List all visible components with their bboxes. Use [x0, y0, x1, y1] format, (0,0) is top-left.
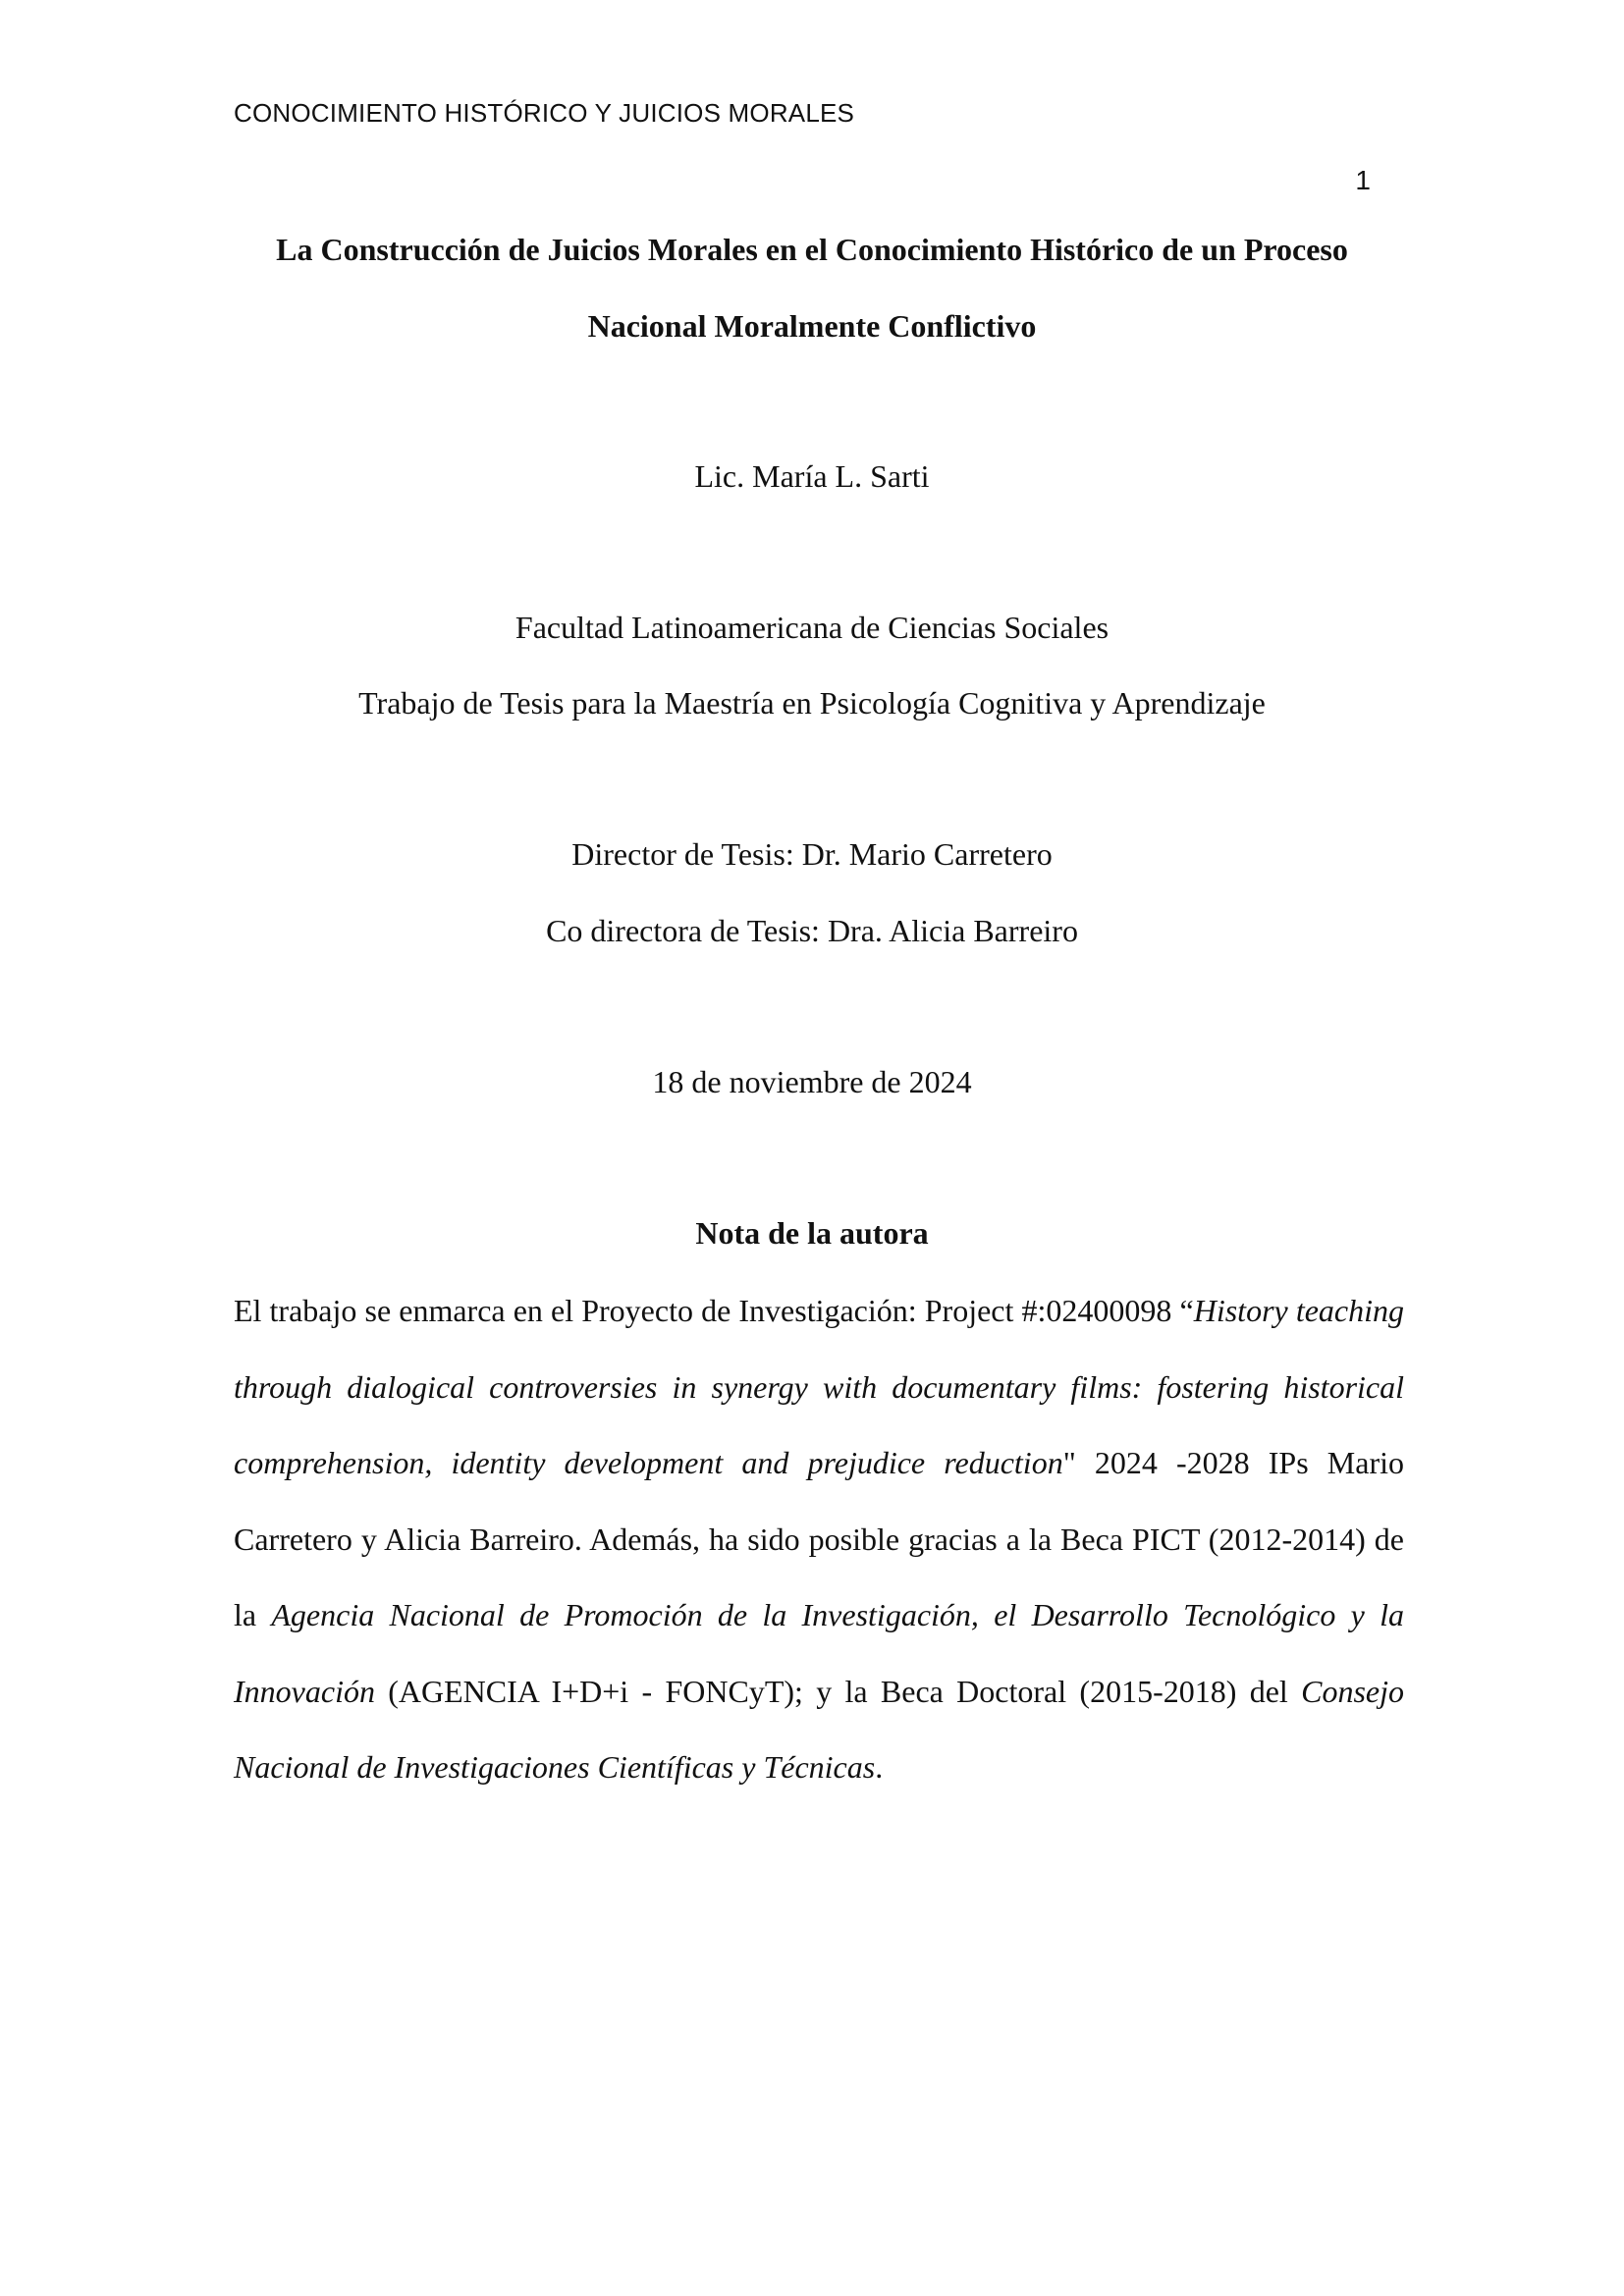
- running-head: CONOCIMIENTO HISTÓRICO Y JUICIOS MORALES: [234, 98, 855, 128]
- institution-name: Facultad Latinoamericana de Ciencias Sociales: [514, 610, 1110, 645]
- title-line-1: La Construcción de Juicios Morales en el Conocimiento Histórico de un Proceso: [276, 232, 1348, 267]
- thesis-co-director: Co directora de Tesis: Dra. Alicia Barreiro: [546, 913, 1078, 948]
- author-note-paragraph: [234, 1273, 1404, 1806]
- note-text-funding: " 2024 -2028 IPs Mario Carretero y Alicia Barreiro. Además, ha sido posible gracias a la Beca PICT (2012-2014) de la: [234, 1445, 1405, 1632]
- document-date: 18 de noviembre de 2024: [652, 1064, 972, 1099]
- author-name: Lic. María L. Sarti: [694, 458, 930, 494]
- note-text-intro: El trabajo se enmarca en el Proyecto de Investigación: Project #:02400098 “: [234, 1293, 1194, 1328]
- thesis-director: Director de Tesis: Dr. Mario Carretero: [571, 836, 1053, 872]
- page-number: 1: [1355, 165, 1371, 195]
- thesis-program: Trabajo de Tesis para la Maestría en Psicología Cognitiva y Aprendizaje: [358, 685, 1266, 721]
- note-project-title: History teaching through dialogical controversies in synergy with documentary films: fostering historical comprehension, identity development and prejudice reduction: [234, 1293, 1405, 1480]
- title-line-2: Nacional Moralmente Conflictivo: [587, 308, 1037, 344]
- note-text-end: .: [875, 1749, 884, 1785]
- note-agency-name: Agencia Nacional de Promoción de la Investigación, el Desarrollo Tecnológico y la Innovación: [234, 1597, 1405, 1709]
- author-note-heading: Nota de la autora: [695, 1215, 929, 1251]
- author-note-body: [234, 1273, 1404, 1806]
- note-council-name: Consejo Nacional de Investigaciones Científicas y Técnicas: [234, 1673, 1404, 1785]
- note-text-doctoral: (AGENCIA I+D+i - FONCyT); y la Beca Doctoral (2015-2018) del: [374, 1673, 1302, 1709]
